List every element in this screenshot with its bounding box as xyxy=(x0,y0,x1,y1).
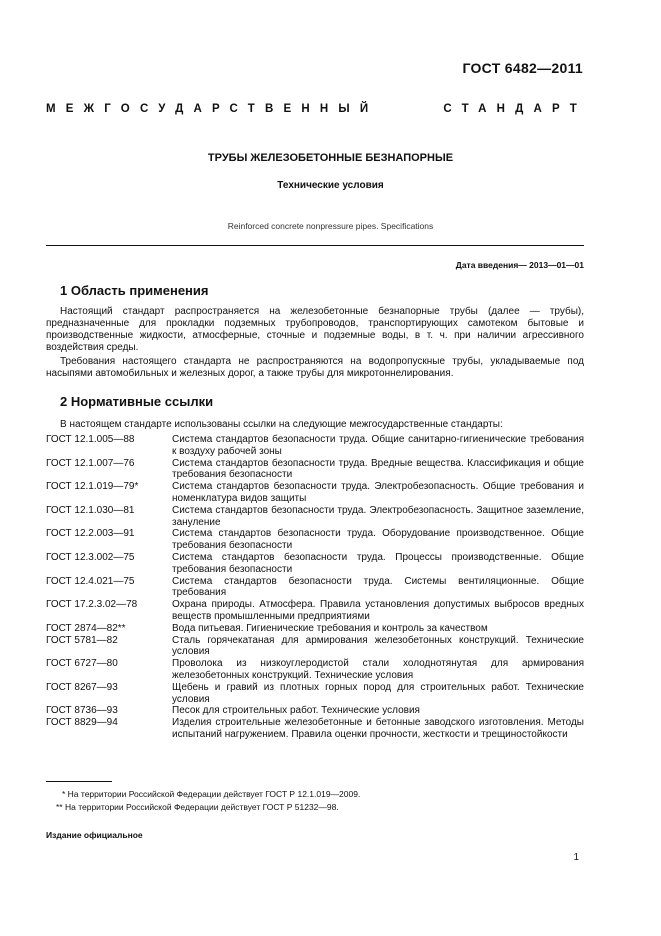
section1-heading: 1 Область применения xyxy=(60,283,209,298)
reference-code: ГОСТ 17.2.3.02—78 xyxy=(46,599,138,611)
reference-item xyxy=(46,528,584,552)
section2-intro: В настоящем стандарте использованы ссылки на следующие межгосударственные стандарты: xyxy=(60,419,503,430)
section1-paragraph-2: Требования настоящего стандарта не распространяются на водопропускные трубы, укладываемые под насыпями автомобильных и железных дорог, а также трубы для микротоннелирования. xyxy=(46,356,584,379)
reference-title: Система стандартов безопасности труда. Общие санитарно-гигиенические требования к воздуху рабочей зоны xyxy=(172,434,584,457)
reference-code: ГОСТ 12.1.005—88 xyxy=(46,434,135,445)
edition-label: Издание официальное xyxy=(46,830,143,840)
reference-title: Проволока из низкоуглеродистой стали холоднотянутая для армирования железобетонных конструкций. Технические условия xyxy=(172,658,584,681)
reference-title: Щебень и гравий из плотных горных пород для строительных работ. Технические условия xyxy=(172,681,584,705)
reference-item xyxy=(46,505,584,529)
reference-code: ГОСТ 12.1.007—76 xyxy=(46,457,135,469)
document-title: ТРУБЫ ЖЕЛЕЗОБЕТОННЫЕ БЕЗНАПОРНЫЕ xyxy=(207,152,454,164)
reference-code: ГОСТ 12.1.019—79* xyxy=(46,481,139,493)
reference-list xyxy=(46,434,584,741)
gost-code: ГОСТ 6482—2011 xyxy=(462,60,583,76)
document-subtitle: Технические условия xyxy=(277,180,384,191)
reference-item xyxy=(46,576,584,600)
footnote-2: ** На территории Российской Федерации действует ГОСТ Р 51232—98. xyxy=(56,802,339,812)
reference-title: Изделия строительные железобетонные и бетонные заводского изготовления. Методы испытаний нагружением. Правила оценки прочности, жесткости и трещиностойкости xyxy=(172,717,584,740)
reference-item xyxy=(46,717,584,741)
reference-code: ГОСТ 5781—82 xyxy=(46,634,118,646)
footnote-divider xyxy=(46,781,112,782)
reference-title: Песок для строительных работ. Технические условия xyxy=(172,705,420,717)
reference-item xyxy=(46,481,584,505)
section1-paragraph-1: Настоящий стандарт распространяется на железобетонные безнапорные трубы (далее — трубы), предназначенные для прокладки подземных трубопроводов, транспортирующих самотеком бытовые и производственные жидкости, атмосферные, сточные и подземные воды, в т. ч. при наличии агрессивного воздействия среды. xyxy=(46,306,584,353)
page-number: 1 xyxy=(573,852,579,863)
reference-title: Система стандартов безопасности труда. Вредные вещества. Классификация и общие требования безопасности xyxy=(172,457,584,481)
reference-item xyxy=(46,658,584,682)
reference-code: ГОСТ 8829—94 xyxy=(46,717,118,729)
reference-code: ГОСТ 12.3.002—75 xyxy=(46,551,135,563)
reference-code: ГОСТ 6727—80 xyxy=(46,658,118,670)
footnote-1: * На территории Российской Федерации действует ГОСТ Р 12.1.019—2009. xyxy=(62,789,361,799)
reference-code: ГОСТ 8267—93 xyxy=(46,681,118,693)
reference-code: ГОСТ 12.2.003—91 xyxy=(46,528,135,540)
reference-item xyxy=(46,552,584,576)
reference-title: Охрана природы. Атмосфера. Правила установления допустимых выбросов вредных веществ промышленными предприятиями xyxy=(172,599,584,622)
reference-title: Вода питьевая. Гигиенические требования и контроль за качеством xyxy=(172,622,488,634)
reference-item xyxy=(46,434,584,458)
reference-title: Система стандартов безопасности труда. Процессы производственные. Общие требования безопасности xyxy=(172,551,584,575)
reference-item xyxy=(46,682,584,706)
reference-title: Система стандартов безопасности труда. Электробезопасность. Защитное заземление, зануление xyxy=(172,504,584,528)
reference-code: ГОСТ 8736—93 xyxy=(46,705,118,717)
reference-item xyxy=(46,458,584,482)
reference-code: ГОСТ 2874—82** xyxy=(46,622,126,634)
reference-code: ГОСТ 12.4.021—75 xyxy=(46,575,135,587)
reference-code: ГОСТ 12.1.030—81 xyxy=(46,504,135,516)
reference-item xyxy=(46,635,584,659)
section2-heading: 2 Нормативные ссылки xyxy=(60,394,214,409)
document-english-title: Reinforced concrete nonpressure pipes. Specifications xyxy=(227,221,434,231)
reference-item xyxy=(46,599,584,623)
reference-title: Сталь горячекатаная для армирования железобетонных конструкций. Технические условия xyxy=(172,634,584,658)
introduction-date: Дата введения— 2013—01—01 xyxy=(455,260,584,270)
reference-title: Система стандартов безопасности труда. Электробезопасность. Общие требования и номенклатура видов защиты xyxy=(172,481,584,504)
banner-standard: СТАНДАРТ xyxy=(443,103,587,115)
reference-title: Система стандартов безопасности труда. Системы вентиляционные. Общие требования xyxy=(172,575,584,599)
banner-interstate: МЕЖГОСУДАРСТВЕННЫЙ xyxy=(46,103,379,115)
reference-item xyxy=(46,623,584,635)
reference-title: Система стандартов безопасности труда. Оборудование производственное. Общие требования безопасности xyxy=(172,528,584,552)
divider xyxy=(46,245,584,246)
reference-item xyxy=(46,705,584,717)
